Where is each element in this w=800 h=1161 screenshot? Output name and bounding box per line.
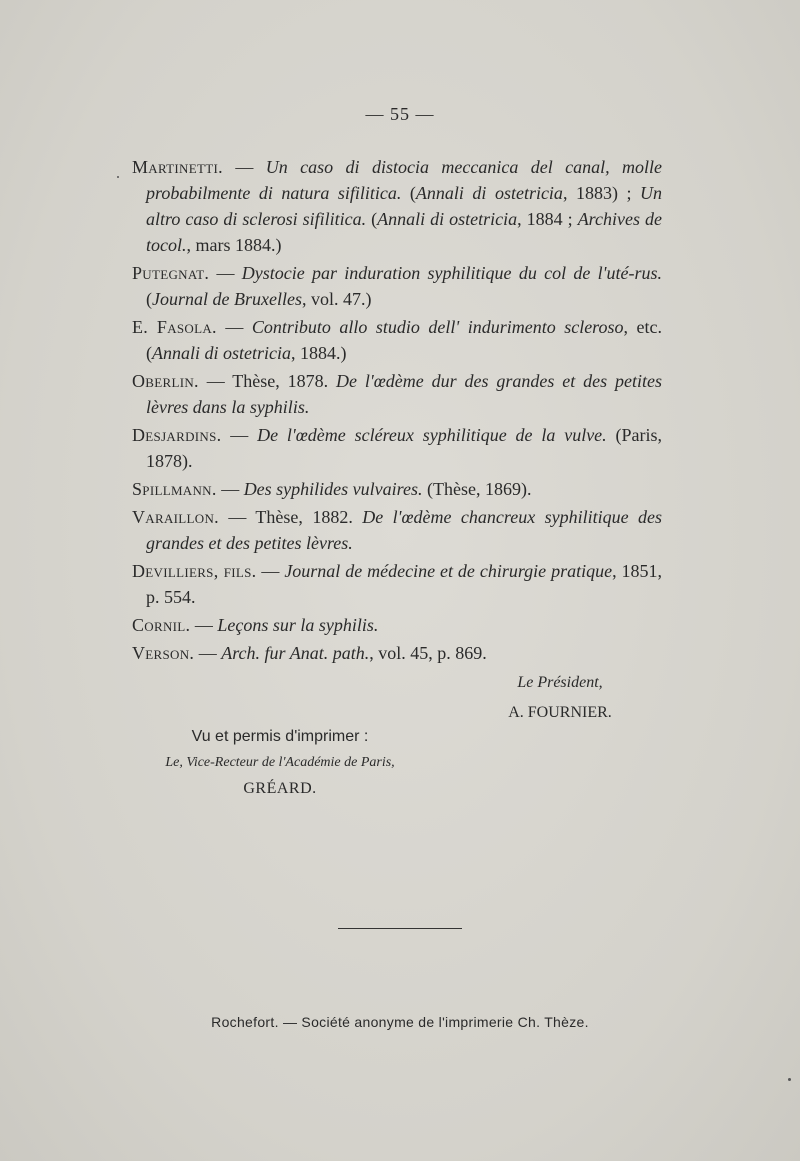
printer-imprint: Rochefort. — Société anonyme de l'imprimerie Ch. Thèze. xyxy=(211,1014,589,1030)
entry-citation: — Arch. fur Anat. path., vol. 45, p. 869. xyxy=(194,643,487,663)
entry-author: Varaillon. xyxy=(132,507,219,527)
paper-speck xyxy=(117,176,119,178)
paper-speck xyxy=(788,1078,791,1081)
signature-name: A. FOURNIER. xyxy=(508,704,612,721)
bibliography-list xyxy=(132,154,662,668)
entry-author: Martinetti. xyxy=(132,157,223,177)
signature-title: Le Président, xyxy=(517,674,603,691)
divider-rule xyxy=(338,928,462,929)
approval-signatory: GRÉARD. xyxy=(243,780,317,797)
bibliography-entry xyxy=(132,154,662,258)
bibliography-entry xyxy=(132,260,662,312)
entry-citation: — Journal de médecine et de chirurgie pratique, 1851, p. 554. xyxy=(146,561,662,607)
bibliography-entry xyxy=(132,476,662,502)
bibliography-entry xyxy=(132,368,662,420)
entry-author: Cornil. xyxy=(132,615,191,635)
bibliography-entry xyxy=(132,640,662,666)
bibliography-entry xyxy=(132,558,662,610)
president-signature-block xyxy=(470,668,650,728)
printing-approval-block xyxy=(150,724,410,802)
entry-citation: — Un caso di distocia meccanica del canal, molle probabilmente di natura sifilitica. (Annali di ostetricia, 1883) ; Un altro caso di sclerosi sifilitica. (Annali di ostetricia, 1884 ; Archives de tocol., mars 1884.) xyxy=(146,157,663,255)
entry-author: Putegnat. xyxy=(132,263,210,283)
entry-author: Desjardins. xyxy=(132,425,222,445)
approval-authority: Le, Vice-Recteur de l'Académie de Paris, xyxy=(165,755,395,770)
bibliography-entry xyxy=(132,612,662,638)
entry-citation: — Dystocie par induration syphilitique du col de l'uté-rus. (Journal de Bruxelles, vol. 47.) xyxy=(146,263,662,309)
entry-author: Verson. xyxy=(132,643,195,663)
bibliography-entry xyxy=(132,504,662,556)
entry-author: Oberlin. xyxy=(132,371,199,391)
bibliography-entry xyxy=(132,422,662,474)
page-number: — 55 — xyxy=(365,104,435,124)
entry-citation: — De l'œdème scléreux syphilitique de la vulve. (Paris, 1878). xyxy=(146,425,662,471)
entry-author: Devilliers, fils. xyxy=(132,561,257,581)
entry-author: Spillmann. xyxy=(132,479,217,499)
entry-author: E. Fasola. xyxy=(132,317,217,337)
approval-statement: Vu et permis d'imprimer : xyxy=(191,728,369,745)
entry-citation: — Leçons sur la syphilis. xyxy=(190,615,379,635)
entry-citation: — Thèse, 1878. De l'œdème dur des grandes et des petites lèvres dans la syphilis. xyxy=(146,371,662,417)
entry-citation: — Des syphilides vulvaires. (Thèse, 1869). xyxy=(216,479,532,499)
entry-citation: — Thèse, 1882. De l'œdème chancreux syphilitique des grandes et des petites lèvres. xyxy=(146,507,662,553)
entry-citation: — Contributo allo studio dell' indurimento scleroso, etc. (Annali di ostetricia, 1884.) xyxy=(146,317,663,363)
bibliography-entry xyxy=(132,314,662,366)
